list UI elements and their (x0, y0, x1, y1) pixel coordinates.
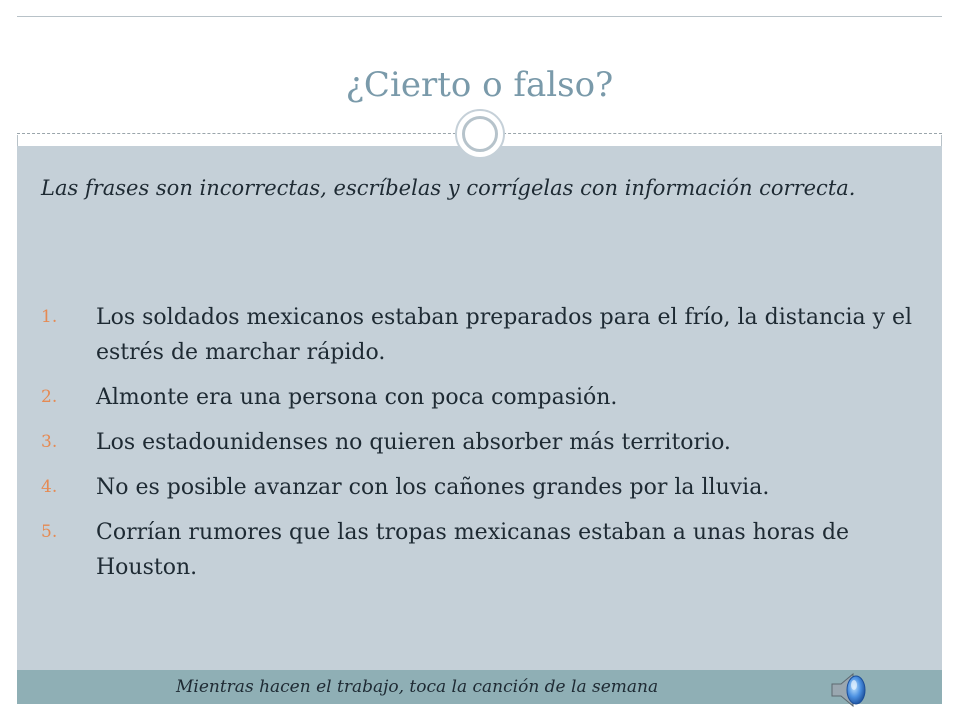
list-item (41, 425, 921, 460)
statement-list (41, 300, 921, 595)
item-number: 4. (41, 477, 58, 497)
instructions-text: Las frases son incorrectas, escríbelas y corrígelas con información correcta. (41, 176, 856, 200)
ring-ornament-icon (455, 109, 505, 159)
item-number: 3. (41, 432, 58, 452)
item-text: No es posible avanzar con los cañones grandes por la lluvia. (96, 475, 770, 500)
footer-text: Mientras hacen el trabajo, toca la canción de la semana (176, 677, 659, 697)
item-number: 5. (41, 522, 58, 542)
item-text: Los soldados mexicanos estaban preparados para el frío, la distancia y el estrés de marchar rápido. (96, 305, 913, 365)
item-number: 2. (41, 387, 58, 407)
item-text: Los estadounidenses no quieren absorber más territorio. (96, 430, 731, 455)
list-item (41, 300, 921, 370)
item-text: Corrían rumores que las tropas mexicanas estaban a unas horas de Houston. (96, 520, 850, 580)
speaker-icon[interactable] (826, 668, 870, 712)
item-number: 1. (41, 307, 58, 327)
list-item (41, 470, 921, 505)
slide-title: ¿Cierto o falso? (345, 65, 614, 105)
list-item (41, 515, 921, 585)
list-item (41, 380, 921, 415)
item-text: Almonte era una persona con poca compasión. (96, 385, 618, 410)
